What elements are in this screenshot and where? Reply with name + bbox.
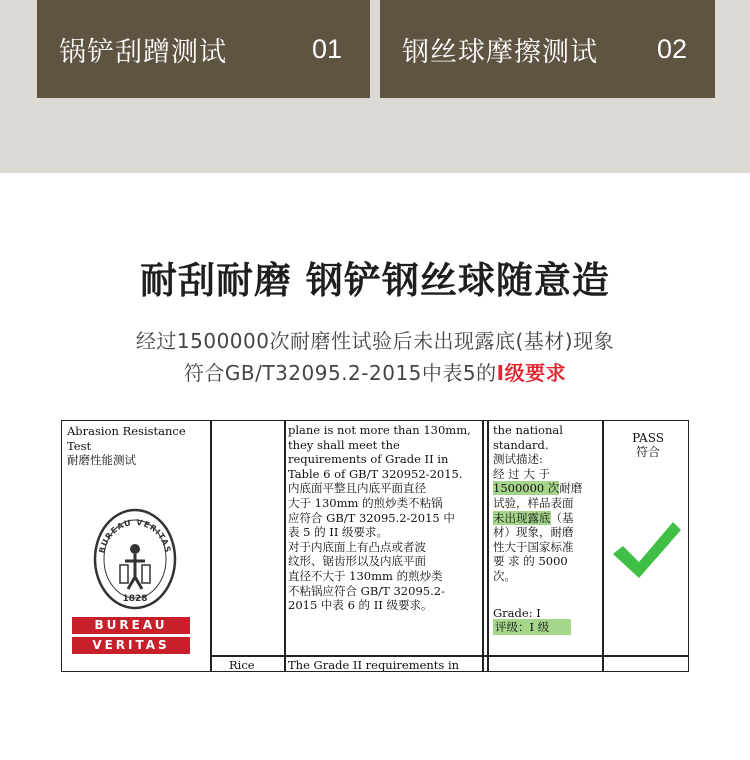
result-text: 耐磨 [559,481,583,496]
page-headline: 耐刮耐磨 钢铲钢丝球随意造 [140,259,610,302]
test-name-cn: 耐磨性能测试 [67,453,136,468]
tab-label: 锅铲刮蹭测试 [59,36,227,68]
result-line: 性大于国家标准 [493,539,574,554]
result-line: 材）现象，耐磨 [493,525,574,540]
test-name-en-2: Test [67,438,92,453]
result-line: 次。 [493,568,516,583]
column-divider [487,421,489,671]
requirement-line: plane is not more than 130mm, [288,423,471,437]
bureau-veritas-seal-icon [92,507,178,611]
highlight-cycles: 1500000 次 [493,481,560,496]
subtitle-line-1: 经过1500000次耐磨性试验后未出现露底(基材)现象 [135,329,615,353]
requirement-line: 直径不大于 130mm 的煎炒类 [288,568,443,583]
grade-en: Grade: I [493,605,541,620]
tab-number: 02 [656,33,687,64]
grade-highlight: I级要求 [496,361,567,385]
result-line: 试验，样品表面 [493,495,574,510]
grade-ii-text: The Grade II requirements in [288,658,460,672]
requirement-line: requirements of Grade II in [288,452,449,467]
result-line: 测试描述: [493,452,543,467]
tab-label: 钢丝球摩擦测试 [402,36,598,68]
rice-label: Rice [229,658,255,672]
result-line [493,511,601,526]
result-line [493,481,601,496]
requirement-line: Table 6 of GB/T 320952-2015. [288,466,463,481]
result-line: 经 过 大 于 [493,466,550,481]
requirement-line: 2015 中表 6 的 II 级要求。 [288,598,433,613]
result-line: standard. [493,437,549,452]
test-name-en: Abrasion Resistance [67,424,186,438]
column-divider [602,421,604,671]
column-divider [284,421,286,671]
requirement-line: 应符合 GB/T 32095.2-2015 中 [288,510,455,525]
result-line: the national [493,423,563,437]
highlight-no-exposure: 未出现露底 [493,510,551,525]
tab-number: 01 [311,33,342,64]
column-divider [210,421,212,671]
requirement-line: they shall meet the [288,437,400,452]
requirement-line: 内底面平整且内底平面直径 [288,481,426,496]
requirement-cell [288,423,478,613]
requirement-line: 大于 130mm 的煎炒类不粘锅 [288,495,443,510]
checkmark-icon [609,516,683,582]
pass-cn: 符合 [635,445,660,459]
tab-scraper-test[interactable] [37,0,370,98]
requirement-line: 表 5 的 II 级要求。 [288,525,389,540]
requirement-line: 纹形、锯齿形以及内底平面 [288,554,426,569]
seal-arc-text: BUREAU VERITAS [97,517,173,555]
test-name-cell [67,424,209,468]
test-certificate-table [61,420,689,672]
result-text: （基 [550,510,574,525]
logo-word-bureau: BUREAU [72,617,190,634]
seal-year: 1828 [122,594,148,604]
pass-en: PASS [632,431,664,445]
grade-cn: 评级：I 级 [493,619,571,635]
subtitle-line-2 [0,357,750,386]
requirement-line: 不粘锅应符合 GB/T 32095.2- [288,583,445,598]
logo-word-veritas: VERITAS [72,637,190,654]
tab-steel-wool-test[interactable] [380,0,715,98]
pass-cell [622,431,674,459]
row-divider [211,655,688,657]
column-divider [482,421,484,671]
subtitle-prefix: 符合GB/T32095.2-2015中表5的 [183,361,497,385]
result-cell [493,423,601,635]
result-line: 要 求 的 5000 [493,554,568,569]
grade-cn-line [493,620,601,635]
requirement-line: 对于内底面上有凸点或者波 [288,539,426,554]
